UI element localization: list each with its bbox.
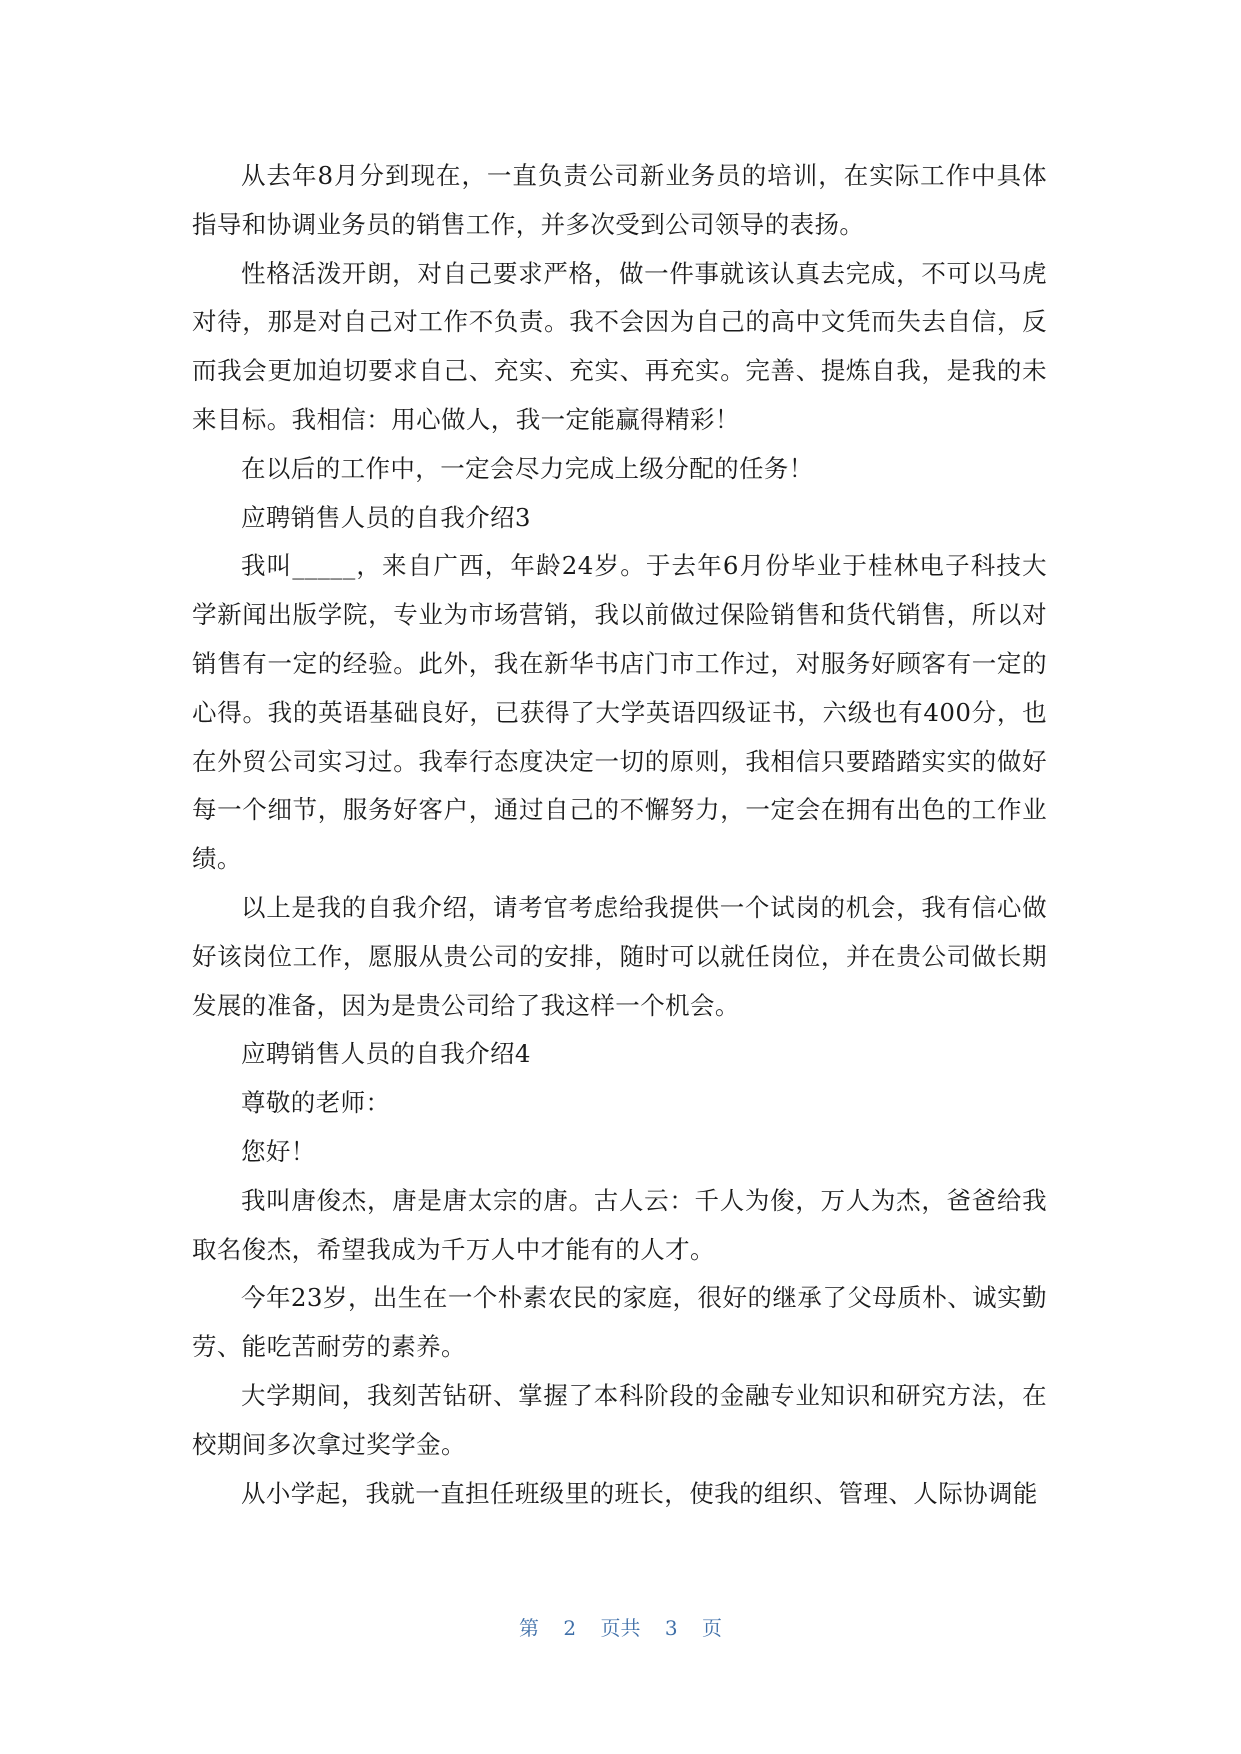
paragraph: 从去年8月分到现在，一直负责公司新业务员的培训，在实际工作中具体指导和协调业务员的销售工作，并多次受到公司领导的表扬。 bbox=[192, 161, 1047, 239]
footer-suffix: 页 bbox=[701, 1616, 722, 1640]
paragraph: 我叫_____，来自广西，年龄24岁。于去年6月份毕业于桂林电子科技大学新闻出版学院，专业为市场营销，我以前做过保险销售和货代销售，所以对销售有一定的经验。此外，我在新华书店门市工作过，对服务好顾客有一定的心得。我的英语基础良好，已获得了大学英语四级证书，六级也有400分，也在外贸公司实习过。我奉行态度决定一切的原则，我相信只要踏踏实实的做好每一个细节，服务好客户，通过自己的不懈努力，一定会在拥有出色的工作业绩。 bbox=[192, 551, 1047, 874]
salutation: 尊敬的老师： bbox=[241, 1088, 391, 1118]
current-page-number: 2 bbox=[563, 1616, 577, 1640]
paragraph: 性格活泼开朗，对自己要求严格，做一件事就该认真去完成，不可以马虎对待，那是对自己对工作不负责。我不会因为自己的高中文凭而失去自信，反而我会更加迫切要求自己、充实、充实、再充实。完善、提炼自我，是我的未来目标。我相信：用心做人，我一定能赢得精彩！ bbox=[192, 258, 1047, 434]
section-heading: 应聘销售人员的自我介绍4 bbox=[241, 1039, 531, 1069]
paragraph: 今年23岁，出生在一个朴素农民的家庭，很好的继承了父母质朴、诚实勤劳、能吃苦耐劳的素养。 bbox=[192, 1283, 1047, 1362]
paragraph: 以上是我的自我介绍，请考官考虑给我提供一个试岗的机会，我有信心做好该岗位工作，愿服从贵公司的安排，随时可以就任岗位，并在贵公司做长期发展的准备，因为是贵公司给了我这样一个机会。 bbox=[192, 892, 1047, 1020]
paragraph: 大学期间，我刻苦钻研、掌握了本科阶段的金融专业知识和研究方法，在校期间多次拿过奖学金。 bbox=[192, 1380, 1047, 1459]
page-footer bbox=[0, 1612, 1241, 1641]
document-body bbox=[192, 152, 1047, 1518]
footer-prefix: 第 bbox=[519, 1616, 540, 1640]
footer-middle: 页共 bbox=[600, 1616, 641, 1640]
paragraph: 在以后的工作中，一定会尽力完成上级分配的任务！ bbox=[241, 453, 814, 483]
paragraph: 我叫唐俊杰，唐是唐太宗的唐。古人云：千人为俊，万人为杰，爸爸给我取名俊杰，希望我成为千万人中才能有的人才。 bbox=[192, 1185, 1047, 1264]
greeting: 您好！ bbox=[241, 1136, 316, 1166]
paragraph: 从小学起，我就一直担任班级里的班长，使我的组织、管理、人际协调能 bbox=[241, 1478, 1038, 1508]
section-heading: 应聘销售人员的自我介绍3 bbox=[241, 502, 531, 532]
total-pages-number: 3 bbox=[664, 1616, 678, 1640]
